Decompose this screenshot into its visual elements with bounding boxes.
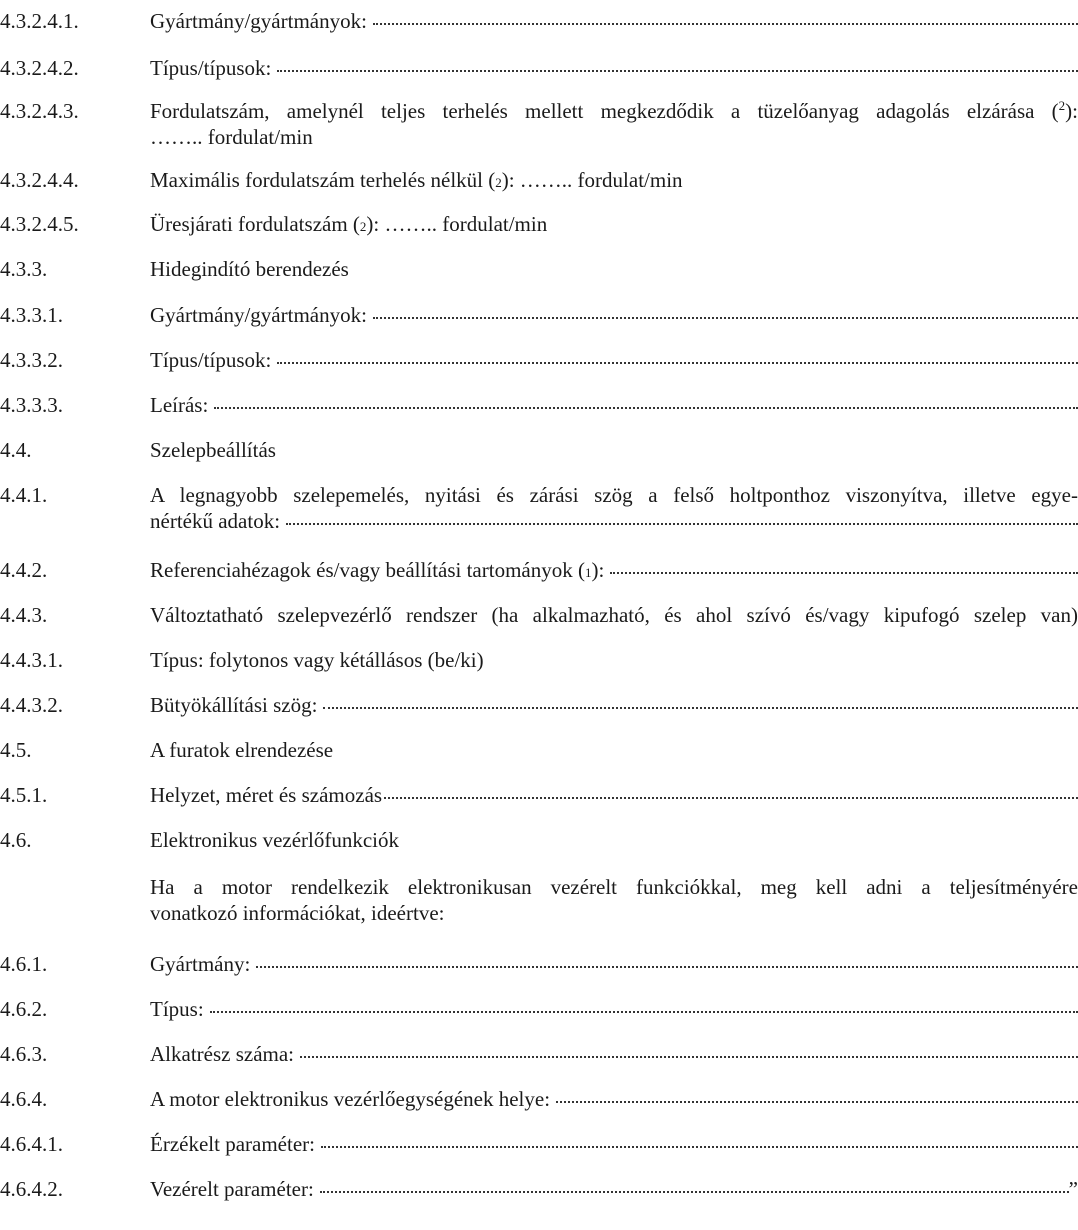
item-number: 4.3.3.1. — [0, 303, 63, 327]
item-number: 4.3.2.4.5. — [0, 212, 79, 236]
fill-dots — [610, 571, 1078, 574]
footnote-ref: 2 — [1058, 98, 1066, 113]
item-text: ): …….. fordulat/min — [501, 168, 683, 192]
section-heading: Hidegindító berendezés — [150, 257, 349, 281]
item-text: Referenciahézagok és/vagy beállítási tartományok ( — [150, 558, 585, 582]
item-text: Helyzet, méret és számozás — [150, 783, 383, 807]
item-number: 4.6.4.1. — [0, 1132, 63, 1156]
fill-dots — [373, 22, 1078, 25]
item-number: 4.3.3.3. — [0, 393, 63, 417]
item-number: 4.6. — [0, 828, 32, 852]
fill-dots — [277, 361, 1078, 364]
item-text: nértékű adatok: — [150, 509, 281, 533]
fill-dots — [256, 965, 1078, 968]
item-number: 4.6.2. — [0, 997, 48, 1021]
section-heading: Szelepbeállítás — [150, 438, 276, 462]
item-text: ): …….. fordulat/min — [366, 212, 548, 236]
item-number: 4.5. — [0, 738, 32, 762]
item-number: 4.3.2.4.4. — [0, 168, 79, 192]
item-text: Gyártmány/gyártmányok: — [150, 303, 367, 327]
item-number: 4.4.3.2. — [0, 693, 63, 717]
item-number: 4.3.2.4.3. — [0, 99, 79, 123]
item-text: Típus/típusok: — [150, 348, 272, 372]
fill-dots — [373, 316, 1078, 319]
item-text: A motor elektronikus vezérlőegységének helye: — [150, 1087, 551, 1111]
item-text: Üresjárati fordulatszám ( — [150, 212, 360, 236]
item-text: A legnagyobb szelepemelés, nyitási és zárási szög a felső holtponthoz viszonyítva, illetve egye- — [150, 483, 1078, 507]
item-number: 4.4. — [0, 438, 32, 462]
item-text: Leírás: — [150, 393, 209, 417]
item-text: Fordulatszám, amelynél teljes terhelés mellett megkezdődik a tüzelőanyag adagolás elzárása ( — [150, 99, 1059, 123]
item-text: Típus: folytonos vagy kétállásos (be/ki) — [150, 648, 484, 672]
item-text: Vezérelt paraméter: — [150, 1177, 314, 1201]
item-number: 4.4.1. — [0, 483, 48, 507]
item-text: Alkatrész száma: — [150, 1042, 295, 1066]
item-text: ): — [1065, 99, 1078, 123]
item-number: 4.3.3.2. — [0, 348, 63, 372]
item-text: Bütyökállítási szög: — [150, 693, 318, 717]
item-text: Típus/típusok: — [150, 56, 272, 80]
item-text: ): — [591, 558, 605, 582]
item-text: Érzékelt paraméter: — [150, 1132, 315, 1156]
item-number: 4.3.2.4.1. — [0, 9, 79, 33]
item-number: 4.6.4. — [0, 1087, 48, 1111]
section-heading: Elektronikus vezérlőfunkciók — [150, 828, 400, 852]
item-number: 4.3.2.4.2. — [0, 56, 79, 80]
item-number: 4.4.3. — [0, 603, 48, 627]
item-text: Gyártmány/gyártmányok: — [150, 9, 367, 33]
section-heading: A furatok elrendezése — [150, 738, 334, 762]
paragraph-text: Ha a motor rendelkezik elektronikusan vezérelt funkciókkal, meg kell adni a teljesítményére — [150, 875, 1078, 899]
item-text: Változtatható szelepvezérlő rendszer (ha alkalmazható, és ahol szívó és/vagy kipufogó szelep van) — [150, 603, 1078, 627]
fill-dots — [214, 406, 1078, 409]
item-number: 4.6.3. — [0, 1042, 48, 1066]
fill-dots — [320, 1190, 1069, 1193]
item-number: 4.6.1. — [0, 952, 48, 976]
item-text: Gyártmány: — [150, 952, 251, 976]
item-number: 4.5.1. — [0, 783, 48, 807]
item-text: Maximális fordulatszám terhelés nélkül ( — [150, 168, 496, 192]
fill-dots — [384, 796, 1078, 799]
closing-quote: ” — [1068, 1177, 1078, 1201]
item-number: 4.4.3.1. — [0, 648, 63, 672]
item-text: …….. fordulat/min — [150, 125, 313, 149]
fill-dots — [556, 1100, 1078, 1103]
item-text: Típus: — [150, 997, 204, 1021]
fill-dots — [277, 69, 1078, 72]
item-number: 4.4.2. — [0, 558, 48, 582]
paragraph-text: vonatkozó információkat, ideértve: — [150, 901, 445, 925]
item-number: 4.6.4.2. — [0, 1177, 63, 1201]
fill-dots — [323, 706, 1078, 709]
fill-dots — [210, 1010, 1078, 1013]
fill-dots — [286, 522, 1078, 525]
fill-dots — [321, 1145, 1078, 1148]
document-page: 4.3.2.4.1. Gyártmány/gyártmányok: 4.3.2.4.2. Típus/típusok: 4.3.2.4.3. Fordulatszám, amelynél teljes terhelés mellett megkezdődik a tüzelőanyag adagolás elzárása ($^2$): …….. fordulat/min 4.3.2.4.4. Maximális fordulatszám terhelés nélkül ( 2 ): …….. fordulat/min 4.3.2.4.5. Üresjárati fordulatszám ( 2 ): …….. fordulat/min 4.3.3. Hidegindító berendezés 4.3.3.1. Gyártmány/gyártmányok: 4.3.3.2. Típus/típusok: 4.3.3.3. Leírás: 4.4. Szelepbeállítás 4.4.1. A legnagyobb szelepemelés, nyitási és zárási szög a felső holtponthoz viszonyítva, illetve egye- nértékű adatok: 4.4.2. Referenciahézagok és/vagy beállítási tartományok ( 1 ): 4.4.3. Változtatható szelepvezérlő rendszer (ha alkalmazható, és ahol szívó és/vagy kipufogó szelep van) 4.4.3.1. Típus: folytonos vagy kétállásos (be/ki) 4.4.3.2. Bütyökállítási szög: 4.5. A furatok elrendezése 4.5.1. Helyzet, méret és számozás 4.6. Elektronikus vezérlőfunkciók Ha a motor rendelkezik elektronikusan vezérelt funkciókkal, meg kell adni a teljesítményére vonatkozó információkat, ideértve: 4.6.1. Gyártmány: 4.6.2. Típus: 4.6.3. Alkatrész száma: 4.6.4. A motor elektronikus vezérlőegységének helye: 4.6.4.1. Érzékelt paraméter: 4.6.4.2. Vezérelt paraméter: ” — [0, 9, 1078, 1201]
fill-dots — [300, 1055, 1078, 1058]
item-number: 4.3.3. — [0, 257, 48, 281]
